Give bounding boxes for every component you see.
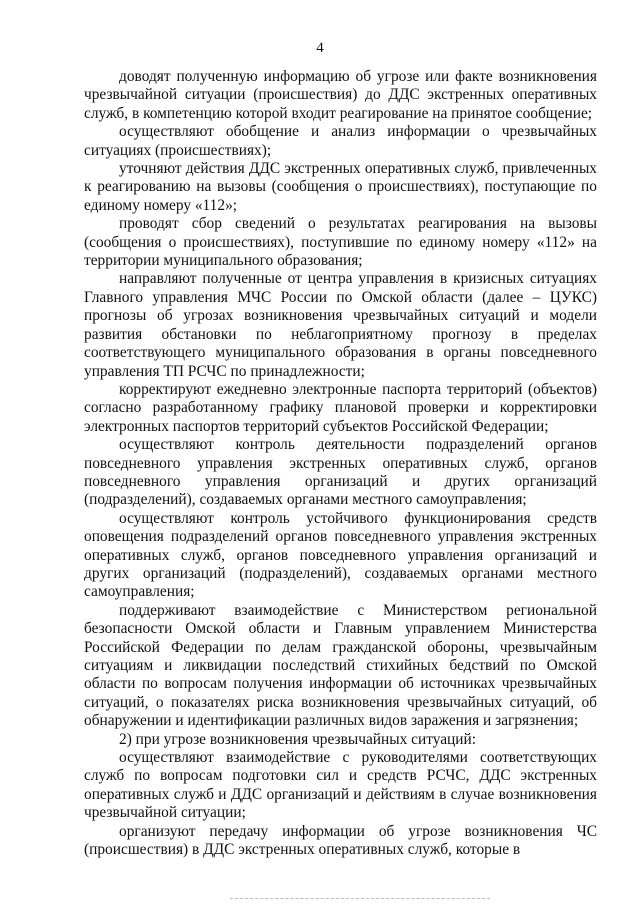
paragraph-cooperate-heads: осуществляют взаимодействие с руководителями соответствующих служб по вопросам подготовки сил и средств РСЧС, ДДС экстренных оперативных служб и ДДС организаций и действиям в случае возникновения чрезвычайной ситуации; [84, 749, 597, 822]
paragraph-control-alerting: осуществляют контроль устойчивого функционирования средств оповещения подразделений органов повседневного управления экстренных оперативных служб, органов повседневного управления организаций и других организаций (подразделений), создаваемых органами местного самоуправления; [84, 509, 597, 601]
paragraph-summarize-info: осуществляют обобщение и анализ информации о чрезвычайных ситуациях (происшествиях); [84, 123, 597, 159]
paragraph-interaction: поддерживают взаимодействие с Министерством региональной безопасности Омской области и Главным управлением Министерства Российской Федерации по делам гражданской обороны, чрезвычайным ситуациям и ликвидации последствий стихийных бедствий по Омской области по вопросам получения информации об источниках чрезвычайных ситуаций, о показателях риска возникновения чрезвычайных ситуаций, об обнаружении и идентификации различных видов заражения и загрязнения; [84, 601, 597, 730]
paragraph-report-threat: доводят полученную информацию об угрозе или факте возникновения чрезвычайной ситуации (происшествия) до ДДС экстренных оперативных служб, в компетенцию которой входит реагирование на принятое сообщение; [84, 68, 597, 122]
paragraph-clarify-actions: уточняют действия ДДС экстренных оперативных служб, привлеченных к реагированию на вызовы (сообщения о происшествиях), поступающие по единому номеру «112»; [84, 160, 597, 214]
paragraph-collect-results: проводят сбор сведений о результатах реагирования на вызовы (сообщения о происшествиях), поступившие по единому номеру «112» на территории муниципального образования; [84, 215, 597, 270]
page-number: 4 [316, 40, 324, 56]
paragraph-correct-passports: корректируют ежедневно электронные паспорта территорий (объектов) согласно разработанному графику плановой проверки и корректировки электронных паспортов территорий субъектов Российской Федерации; [84, 380, 597, 435]
paragraph-forward-forecasts: направляют полученные от центра управления в кризисных ситуациях Главного управления МЧС России по Омской области (далее – ЦУКС) прогнозы об угрозах возникновения чрезвычайных ситуаций и модели развития обстановки по неблагоприятному прогнозу в пределах соответствующего муниципального образования в органы повседневного управления ТП РСЧС по принадлежности; [84, 270, 597, 380]
scan-edge-mark [230, 898, 490, 899]
paragraph-organize-transfer: организуют передачу информации об угрозе возникновения ЧС (происшествия) в ДДС экстренных оперативных служб, которые в [84, 822, 597, 859]
paragraph-control-units: осуществляют контроль деятельности подразделений органов повседневного управления экстренных оперативных служб, органов повседневного управления организаций и других организаций (подразделений), создаваемых органами местного самоуправления; [84, 436, 597, 509]
paragraph-section-threat: 2) при угрозе возникновения чрезвычайных ситуаций: [119, 730, 477, 748]
document-body [84, 68, 597, 859]
